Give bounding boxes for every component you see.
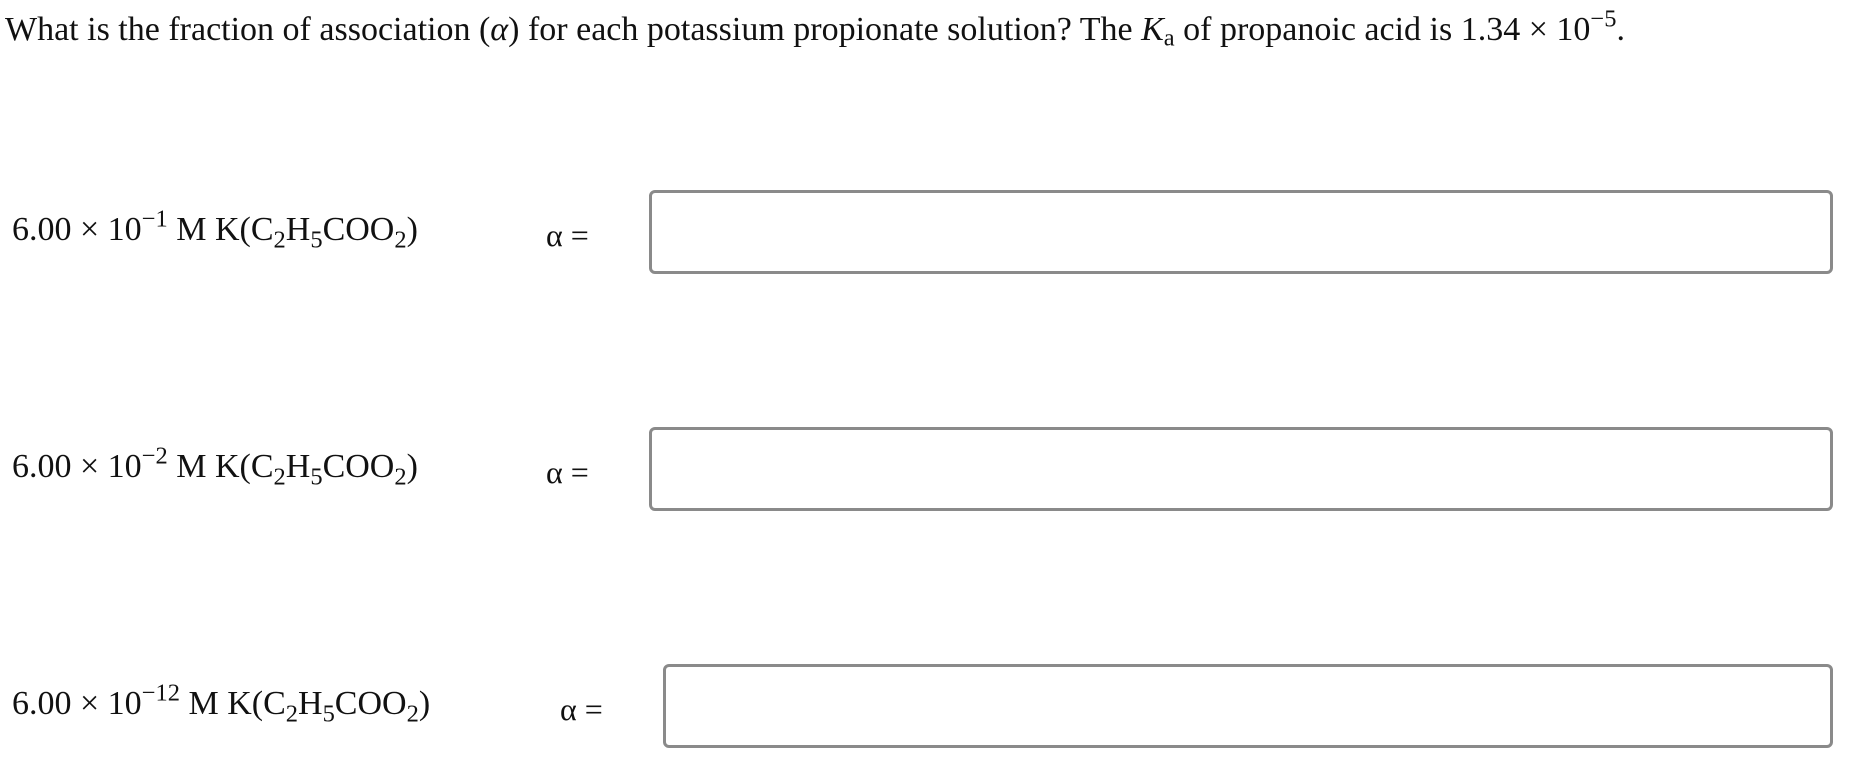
concentration-mantissa: 6.00 × 10 (12, 211, 142, 248)
concentration-mantissa: 6.00 × 10 (12, 448, 142, 485)
formula-subscript: 5 (310, 463, 323, 491)
formula-suffix: ) (418, 685, 431, 722)
formula-subscript: 2 (273, 226, 286, 254)
formula-suffix: ) (406, 448, 418, 485)
alpha-answer-input-1[interactable] (649, 190, 1833, 274)
formula-subscript: 2 (394, 463, 407, 491)
concentration-mantissa: 6.00 × 10 (12, 685, 142, 722)
concentration-exponent: −12 (141, 679, 180, 707)
concentration-label (12, 205, 418, 254)
formula-part: COO (334, 685, 407, 722)
question-text-end: of propanoic acid is 1.34 × 10 (1174, 11, 1591, 48)
concentration-exponent: −2 (141, 442, 168, 470)
formula-subscript: 2 (406, 700, 419, 728)
formula-part: H (285, 448, 311, 485)
ka-exponent: −5 (1590, 5, 1617, 33)
question-period: . (1616, 11, 1625, 48)
formula-subscript: 2 (285, 700, 298, 728)
formula-subscript: 2 (394, 226, 407, 254)
concentration-label (12, 679, 431, 728)
ka-subscript: a (1163, 24, 1175, 52)
concentration-exponent: −1 (141, 205, 168, 233)
ka-symbol: K (1141, 11, 1164, 48)
formula-part: H (298, 685, 323, 722)
question-text-start: What is the fraction of association ( (5, 11, 491, 48)
question-prompt (5, 5, 1625, 52)
alpha-equals-label: α = (546, 217, 589, 253)
alpha-equals-label: α = (546, 454, 589, 490)
formula-part: COO (322, 448, 395, 485)
alpha-equals-label: α = (560, 691, 603, 727)
formula-subscript: 2 (273, 463, 286, 491)
formula-part: H (285, 211, 311, 248)
question-text-middle: ) for each potassium propionate solution? The (508, 11, 1142, 48)
solution-row-1 (0, 190, 1868, 280)
alpha-symbol: α (490, 11, 509, 48)
formula-part: COO (322, 211, 395, 248)
formula-prefix: M K(C (179, 685, 286, 722)
formula-suffix: ) (406, 211, 418, 248)
formula-prefix: M K(C (167, 448, 274, 485)
formula-subscript: 5 (310, 226, 323, 254)
alpha-answer-input-2[interactable] (649, 427, 1833, 511)
concentration-label (12, 442, 418, 491)
solution-row-2 (0, 427, 1868, 517)
alpha-answer-input-3[interactable] (663, 664, 1833, 748)
formula-subscript: 5 (322, 700, 335, 728)
formula-prefix: M K(C (167, 211, 274, 248)
solution-row-3 (0, 664, 1868, 754)
